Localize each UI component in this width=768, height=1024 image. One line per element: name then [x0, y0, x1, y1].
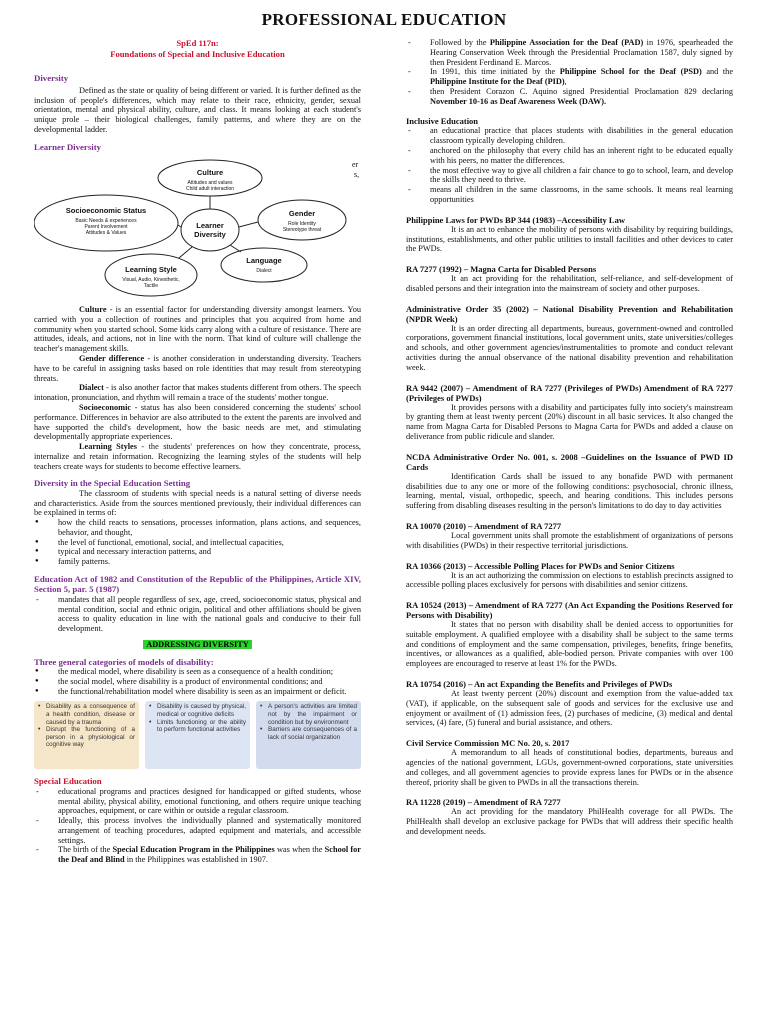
law-section — [406, 679, 733, 728]
law-section — [406, 600, 733, 669]
diagram-culture-sub: Attitudes and values Child adult interaction — [185, 180, 235, 193]
law-text: It is an order directing all departments, bureaus, government-owned and controlled corporations, government financial institutions, local government units, state universities/colleges and schools, and other government agencies/instrumentalities to promote and conduct relevant activities during the annual observance of the national disability prevention and rehabilitation week. — [406, 323, 733, 372]
socioeconomic-paragraph — [34, 403, 361, 442]
law-section — [406, 561, 733, 591]
dialect-paragraph — [34, 383, 361, 403]
text-span: Followed by the — [430, 38, 490, 47]
text-span: then President Corazon C. Aquino signed Presidential Proclamation 829 declaring — [430, 86, 733, 96]
bold-span: November 10-16 as Deaf Awareness Week (DAW). — [430, 96, 607, 106]
gender-paragraph — [34, 354, 361, 383]
list-item — [34, 845, 361, 865]
law-heading: Philippine Laws for PWDs BP 344 (1983) –Accessibility Law — [406, 214, 625, 225]
course-code: SpEd 117n: — [176, 38, 219, 48]
law-heading: NCDA Administrative Order No. 001, s. 2008 –Guidelines on the Issuance of PWD ID Cards — [406, 451, 733, 472]
models-heading: Three general categories of models of disability: — [34, 656, 214, 667]
text-span: in 1976, spearheaded the Hearing Conservation Week through the Presidential Proclamation 1587, duly signed by then President Ferdinand E. Marcos. — [430, 38, 733, 67]
list-item: - means all children in the same classrooms, in the same schools. It means real learning opportunities — [406, 185, 733, 205]
law-section — [406, 797, 733, 836]
list-item: - educational programs and practices designed for handicapped or gifted students, whose mental ability, physical ability, emotional functioning, and others require unique teaching approaches, equipment, or care within or outside a regular classroom. — [34, 787, 361, 816]
law-section — [406, 215, 733, 254]
law-section — [406, 304, 733, 373]
list-item: - an educational practice that places students with disabilities in the general education classroom typically developing children. — [406, 126, 733, 146]
list-item: - mandates that all people regardless of sex, age, creed, socioeconomic status, physical and mental condition, social and ethnic origin, political and other affiliations should be given access to quality education in line with the national goals and conducive to their full development. — [34, 595, 361, 634]
learning-styles-text: - the students' preferences on how they concentrate, process, internalize and retain information. Recognizing the learning styles of the students will help teachers create ways for students to become effective learners. — [34, 442, 362, 471]
diagram-language-sub: Dialect — [256, 268, 272, 275]
text-span: and the — [701, 67, 733, 77]
culture-paragraph — [34, 305, 361, 354]
law-heading: RA 10366 (2013) – Accessible Polling Places for PWDs and Senior Citizens — [406, 560, 675, 571]
list-item: ● family patterns. — [34, 557, 361, 567]
text-span: , — [564, 77, 567, 87]
text-span: in the Philippines was established in 1907. — [124, 855, 268, 865]
special-education-heading: Special Education — [34, 776, 102, 787]
course-title: Foundations of Special and Inclusive Education — [110, 48, 285, 59]
list-item — [406, 87, 733, 107]
diagram-gender-title: Gender — [288, 209, 316, 219]
culture-text: - is an essential factor for understanding diversity amongst learners. You carried with you a collection of routines and principles that you acquired from home and community when you started school. Some kids carry along with a culture of resistance. There are attitudes, ideals, and actions, not in line with the norm. That kind of culture will challenge the teacher's management skills. — [34, 305, 361, 354]
list-item: • Limits functioning or the ability to perform functional activities — [149, 719, 246, 734]
list-item: ● typical and necessary interaction patterns, and — [34, 547, 361, 557]
list-item: ● how the child reacts to sensations, processes information, plans actions, and sequences, behavior, and thought, — [34, 518, 361, 538]
models-list — [34, 667, 361, 696]
bold-span: Philippine School for the Deaf (PSD) — [559, 67, 702, 77]
list-item: - anchored on the philosophy that every child has an inherent right to be educated equally with his peers, no matter the differences. — [406, 146, 733, 166]
law-heading: RA 10524 (2013) – Amendment of RA 7277 (An Act Expanding the Positions Reserved for Persons with Disability) — [406, 600, 733, 621]
law-text: It is an act authorizing the commission on elections to establish precincts assigned to accessible polling places exclusively for persons with disabilities and senior citizens. — [406, 570, 733, 590]
list-item: ● the level of functional, emotional, social, and intellectual capacities, — [34, 538, 361, 548]
functional-model-box — [145, 701, 250, 769]
list-item: - Ideally, this process involves the individually planned and systematically monitored arrangement of teaching procedures, adapted equipment and materials, and accessible settings. — [34, 816, 361, 845]
law-text: Identification Cards shall be issued to any bonafide PWD with permanent disabilities due to any one or more of the following conditions: psychosocial, chronic illness, learning, mental, visual, orthopedic, speech, and hearing conditions. This includes persons suffering from disabling diseases resulting in the person's limitations to do day to day activities — [406, 471, 733, 511]
right-column — [406, 38, 733, 837]
list-item: • Disability as a consequence of a health condition, disease or caused by a trauma — [38, 703, 135, 726]
learner-diversity-diagram — [34, 155, 361, 305]
text-span: In 1991, this time initiated by the — [430, 67, 560, 77]
diagram-language-title: Language — [246, 256, 282, 266]
law-text: An act providing for the mandatory PhilHealth coverage for all PWDs. The PhilHealth shall develop an exclusive package for PWDs that will address their specific health and development needs. — [406, 807, 733, 836]
list-item — [406, 38, 733, 67]
law-text: Local government units shall promote the establishment of organizations of persons with disabilities (PWDs) in their respective territorial jurisdictions. — [406, 530, 733, 550]
inclusive-education-list — [406, 126, 733, 204]
text-span: The birth of the — [58, 845, 113, 855]
medical-model-box — [34, 701, 139, 769]
socioeconomic-term: Socioeconomic — [79, 402, 132, 412]
law-section — [406, 383, 733, 442]
gender-term: Gender difference — [79, 354, 145, 364]
special-education-list — [34, 787, 361, 865]
list-item — [406, 67, 733, 87]
socioeconomic-text: - status has also been considered concerning the students' school performance. Differences in behavior are also attributed to the extent the parents are involved and have supported the child's development, how the basic needs are met, and stimulating developmentally appropriate experiences. — [34, 402, 361, 442]
list-item: ● the medical model, where disability is seen as a consequence of a health condition; — [34, 667, 361, 677]
text-span: was when the — [274, 845, 325, 855]
diagram-learning-sub: Visual, Audio, Kinesthetic, Tactile — [122, 277, 180, 290]
education-act-list — [34, 595, 361, 634]
diversity-text: Defined as the state or quality of being different or varied. It is further defined as the inclusion of people's differences, which may relate to their race, ethnicity, gender, sexual orientation, mental and physical ability, culture, and class. It means looking at each student's unique prole – their biological challenges, family patterns, and where they are on the developmental ladder. — [34, 85, 361, 134]
law-text: It provides persons with a disability and participates fully into society's mainstream by granting them at least twenty percent (20%) discount in all basic services. It also changed the name from Magna Carta for Disabled Persons to Magna Carta for PWDs and added a clause on deliverance from public ridicule and slander. — [406, 402, 733, 441]
bold-span: School for the Deaf and Blind — [58, 845, 361, 865]
learning-styles-term: Learning Styles — [79, 442, 137, 452]
diagram-culture-title: Culture — [196, 168, 224, 178]
bold-span: Philippine Institute for the Deaf (PID) — [430, 77, 565, 87]
law-heading: Administrative Order 35 (2002) – National Disability Prevention and Rehabilitation (NPDR Week) — [406, 303, 733, 324]
addressing-diversity-heading: ADDRESSING DIVERSITY — [143, 640, 252, 649]
law-heading: RA 9442 (2007) – Amendment of RA 7277 (Privileges of PWDs) Amendment of RA 7277 (Privileges of PWDs) — [406, 382, 733, 403]
law-text: A memorandum to all heads of constitutional bodies, departments, bureaus and agencies of the national government, LGUs, government-owned corporations, state universities and colleges, and all government agencies to provide express lanes for PWDs or in the absence thereof, priority shall be given to PWDs in all the transactions therein. — [406, 748, 733, 787]
list-item: - the most effective way to give all children a fair chance to go to school, learn, and develop the skills they need to thrive. — [406, 166, 733, 186]
list-item: • Disrupt the functioning of a person in a physiological or cognitive way — [38, 726, 135, 749]
diagram-socio-title: Socioeconomic Status — [65, 206, 147, 216]
law-heading: Civil Service Commission MC No. 20, s. 2017 — [406, 738, 570, 749]
models-figure — [34, 701, 361, 769]
law-section — [406, 738, 733, 787]
learner-diversity-heading: Learner Diversity — [34, 141, 102, 152]
law-text: It an act providing for the rehabilitation, self-reliance, and self-development of disabled persons and their integration into the mainstream of society and other purposes. — [406, 274, 733, 293]
diversity-heading: Diversity — [34, 73, 69, 84]
law-heading: RA 10754 (2016) – An act Expanding the Benefits and Privileges of PWDs — [406, 679, 673, 690]
page-title: PROFESSIONAL EDUCATION — [261, 10, 507, 29]
gender-text: - is another consideration in understanding diversity. Teachers have to be careful in assigning tasks based on role identities that may result from stereotyping threats. — [34, 354, 361, 383]
diagram-learning-title: Learning Style — [125, 265, 177, 275]
law-heading: RA 11228 (2019) – Amendment of RA 7277 — [406, 797, 561, 808]
sped-setting-text: The classroom of students with special needs is a natural setting of diverse needs and characteristics. Aside from the sources mentioned previously, their individual differences can be explained in terms of: — [34, 488, 361, 518]
law-text: At least twenty percent (20%) discount and exemption from the value-added tax (VAT), if applicable, on the subsequent sale of goods and services for the exclusive use and enjoyment or availment of (1) admission fees, (2) purchases of medicine, (3) medical and dental services, (4) fare, (5) funeral and burial assistance, and others. — [406, 689, 733, 728]
learning-styles-paragraph — [34, 442, 361, 471]
diagram-center-1: Learner — [196, 221, 224, 231]
law-section — [406, 264, 733, 294]
law-section — [406, 521, 733, 551]
diagram-socio-sub: Basic Needs & experiences Parent Involvement Attitudes & Values — [75, 218, 137, 237]
list-item: ● the social model, where disability is a product of environmental conditions; and — [34, 677, 361, 687]
list-item: • Disability is caused by physical, medical or cognitive deficits — [149, 703, 246, 718]
inclusive-education-heading: Inclusive Education — [406, 116, 479, 127]
history-list — [406, 38, 733, 106]
social-model-box — [256, 701, 361, 769]
culture-term: Culture — [79, 305, 107, 315]
learner-diversity-diagram-svg — [34, 155, 361, 305]
law-heading: RA 7277 (1992) – Magna Carta for Disabled Persons — [406, 264, 597, 275]
law-section — [406, 452, 733, 511]
law-heading: RA 10070 (2010) – Amendment of RA 7277 — [406, 520, 562, 531]
diagram-peek-1: er — [352, 160, 359, 170]
diagram-gender-sub: Role Identity Stereotype threat — [282, 221, 322, 234]
list-item: • A person's activities are limited not by the impairment or condition but by environment — [260, 703, 357, 726]
bold-span: Special Education Program in the Philippines — [112, 845, 275, 855]
left-column — [34, 38, 361, 865]
diagram-center-2: Diversity — [194, 230, 226, 240]
sped-setting-heading: Diversity in the Special Education Setting — [34, 478, 191, 489]
list-item: • Barriers are consequences of a lack of social organization — [260, 726, 357, 741]
law-text: It states that no person with disability shall be denied access to opportunities for suitable employment. A qualified employee with a disability shall be subject to the same terms and conditions of employment and the same compensation, privileges, benefits, fringe benefits, incentives, or allowances as a qualified, able-bodied person. Private companies with over 100 employees are encouraged to reserve at least 1% for the PWDs. — [406, 620, 733, 669]
diagram-peek-2: s, — [354, 170, 360, 180]
education-act-heading: Education Act of 1982 and Constitution of the Republic of the Philippines, Article XIV, Section 5, par. 5 (1987) — [34, 574, 361, 595]
dialect-term: Dialect — [79, 383, 104, 393]
list-item: ● the functional/rehabilitation model where disability is seen as an impairment or deficit. — [34, 687, 361, 697]
bold-span: Philippine Association for the Deaf (PAD) — [489, 38, 644, 47]
law-text: It is an act to enhance the mobility of persons with disability by requiring buildings, institutions, establishments, and other public utilities to install facilities and other devices to cater the PWDs. — [406, 224, 733, 254]
sped-setting-list — [34, 518, 361, 567]
dialect-text: - is also another factor that makes students different from others. The speech intonation, pronunciation, and rhythm will remain a trace of the students' mother tongue. — [34, 383, 361, 403]
